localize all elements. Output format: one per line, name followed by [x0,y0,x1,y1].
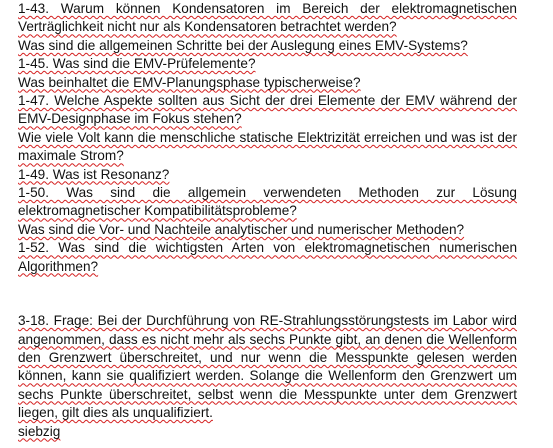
question-1-52: 1-52. Was sind die wichtigsten Arten von elektromagnetischen numerischen Algorithmen? [18,240,517,274]
answer-text: siebzig [18,423,61,439]
question-1-43: 1-43. Warum können Kondensatoren im Bereich der elektromagnetischen Verträglichkeit nicht nur als Kondensatoren betrachtet werden? [18,1,517,35]
question-1-47: 1-47. Welche Aspekte sollten aus Sicht der drei Elemente der EMV während der EMV-Designphase im Fokus stehen? [18,93,517,127]
question-1-48: Wie viele Volt kann die menschliche statische Elektrizität erreichen und was ist der maximale Strom? [18,129,517,164]
question-list [18,0,517,276]
question-1-51: Was sind die Vor- und Nachteile analytischer und numerischer Methoden? [18,221,465,237]
document-page [18,0,517,441]
question-1-50: 1-50. Was sind die allgemein verwendeten Methoden zur Lösung elektromagnetischer Kompatibilitätsprobleme? [18,185,517,219]
question-1-44: Was sind die allgemeinen Schritte bei der Auslegung eines EMV-Systems? [18,37,468,53]
paragraph-gap [18,276,517,312]
question-1-45: 1-45. Was sind die EMV-Prüfelemente? [18,56,256,72]
question-1-46: Was beinhaltet die EMV-Planungsphase typischerweise? [18,74,361,90]
question-1-49: 1-49. Was ist Resonanz? [18,166,170,182]
question-3-18-block [18,312,517,441]
question-3-18: 3-18. Frage: Bei der Durchführung von RE-Strahlungsstörungstests im Labor wird angenommen, dass es nicht mehr als sechs Punkte gibt, an denen die Wellenform den Grenzwert überschreitet, und nur wenn die Messpunkte gelesen werden können, kann sie qualifiziert werden. Solange die Wellenform den Grenzwert um sechs Punkte überschreitet, selbst wenn die Messpunkte unter dem Grenzwert liegen, gilt dies als unqualifiziert. [18,313,517,421]
